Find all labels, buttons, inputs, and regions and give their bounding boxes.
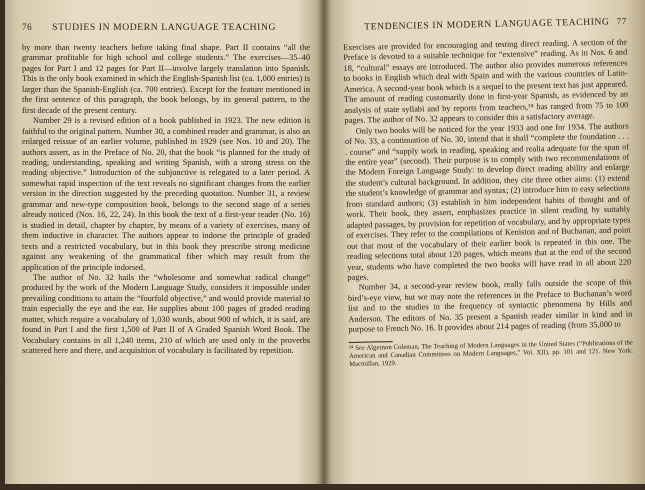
right-paragraph-2: Only two books will be noticed for the year 1933 and one for 1934. The authors of No. 33, a continuation of No. 30, intend that it shall “complete the foundation . . . . course” and “supply work in reading, speaking and realia adequate for the span of the entire year” (second). Their purpose is to comply with two recommendations of the Modern Foreign Language Study: to develop direct reading ability and enlarge the student’s cultural background. In addition, they cite three other aims: (1) extend the student’s knowledge of grammar and syntax; (2) introduce him to easy selections from standard authors; (3) establish in him independent habits of thought and of work. Their book, they assert, emphasizes practice in silent reading by suitably adapted passages, by provision for repetition of vocabulary, and by appropriate types of exercises. They refer to the compilations of Keniston and of Buchanan, and point out that most of the vocabulary of their earlier book is repeated in this one. The reading selections total about 120 pages, which means that at the end of the second year, students who have completed the two books will have read in all about 220 pages.	[344, 121, 632, 282]
left-running-head	[22, 22, 310, 33]
left-body-text	[22, 43, 310, 357]
right-paragraph-1: Exercises are provided for encouraging and testing direct reading. A section of the Preface is devoted to a suitable technique for “extensive” reading. As in Nos. 6 and 18, “cultural” essays are introduced. The author also provides numerous references to books in English which deal with Spain and with the various countries of Latin-America. A second-year book which is a sequel to the present text has just appeared. The amount of reading customarily done in first-year Spanish, as evidenced by an analysis of state syllabi and by reports from teachers,³⁴ has ranged from 75 to 100 pages. The author of No. 32 appears to consider this a satisfactory average.	[343, 37, 629, 126]
right-body-text	[343, 38, 633, 369]
footnote-rule	[349, 341, 393, 343]
left-running-title: STUDIES IN MODERN LANGUAGE TEACHING	[52, 22, 277, 33]
right-running-title: TENDENCIES IN MODERN LANGUAGE TEACHING	[364, 16, 610, 33]
left-page-number: 76	[22, 22, 33, 32]
book-edge-bottom	[0, 484, 645, 490]
left-page	[0, 0, 322, 490]
right-running-head	[343, 16, 627, 33]
left-paragraph-3: The author of No. 32 hails the “wholesome and somewhat radical change” produced by the work of the Modern Language Study, considers it impossible under prevailing conditions to attain the “fourfold objective,” and would provide material to train especially the eye and the ear. He supplies about 100 pages of graded reading matter, which require a vocabulary of 1,030 words, about 900 of which, it is said, are found in Part I and the first 1,500 of Part II of A Graded Spanish Word Book. The Vocabulary contains in all 1,240 items, 210 of which are used only in the proverbs scattered here and there, and acquisition of vocabulary is facilitated by repetition.	[22, 272, 310, 356]
right-page	[323, 0, 645, 490]
right-page-number: 77	[616, 16, 628, 27]
right-paragraph-3: Number 34, a second-year review book, really falls outside the scope of this bird’s-eye view, but we may note the references in the Preface to Buchanan’s word list and to the studies in the frequency of syntactic phenomena by Hills and Anderson. The editors of No. 35 present a Spanish reader similar in kind and in purpose to French No. 16. It provides about 214 pages of reading (from 35,000 to	[347, 277, 633, 335]
footnote	[349, 336, 633, 368]
left-paragraph-2: Number 29 is a revised edition of a book published in 1923. The new edition is faithful to the original pattern. Number 30, a combined reader and grammar, is also an enlarged reissue of an earlier volume, published in 1929 (see Nos. 10 and 20). The authors assert, as in the Preface of No. 20, that the book “is planned for the study of reading, understanding, speaking and writing Spanish, with a strong stress on the reading objective.” Introduction of the subjunctive is relegated to a later period. A somewhat rapid inspection of the text reveals no significant changes from the earlier version in the direction suggested by the preceding quotation. Number 31, a review grammar and new-type composition book, belongs to the second stage of a series already noticed (Nos. 16, 22, 24). In this book the text of a first-year reader (No. 16) is studied in detail, chapter by chapter, by means of a variety of exercises, many of them inductive in character. The authors appear to indorse the principle of graded texts and a restricted vocabulary, but in this book they prescribe strong medicine against any weakening of the grammatical fiber which may result from the application of the principle indorsed.	[22, 116, 310, 272]
left-paragraph-1: by more than twenty teachers before taking final shape. Part II contains “all the grammar profitable for high school and college students.” The exercises—35–40 pages for Part I and 12 pages for Part II—involve largely translation into Spanish. This is the only book examined in which the English-Spanish list (ca. 1,000 entries) is larger than the Spanish-English (ca. 700 entries). Except for the feature mentioned in the first sentence of this paragraph, the book belongs, by its general pattern, to the first decade of the present century.	[22, 43, 310, 115]
footnote-text: ³⁴ See Algernon Coleman, The Teaching of Modern Languages in the United States (“Publications of the American and Canadian Committees on Modern Languages,” Vol. XII), pp. 101 and 121. New York: Macmillan, 1929.	[348, 339, 634, 368]
